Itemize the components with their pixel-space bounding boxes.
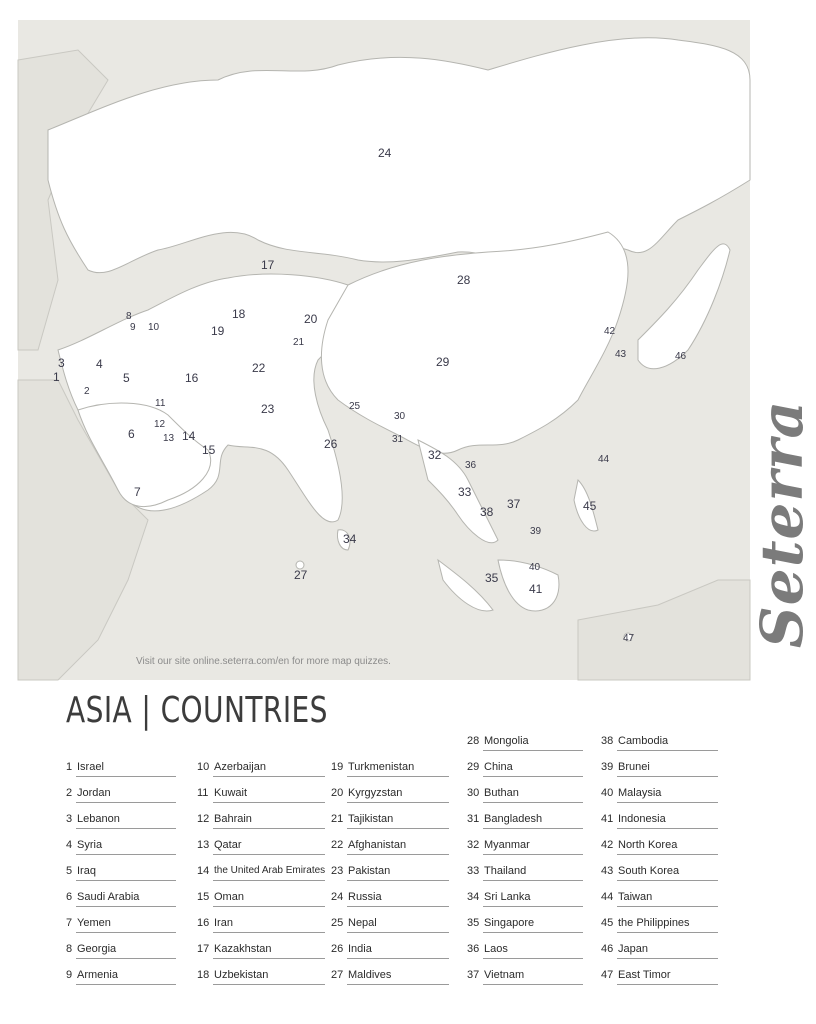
item-name: Cambodia [618,735,669,747]
item-name: Japan [618,943,648,955]
list-item [601,784,718,810]
map-label-41: 41 [529,582,543,596]
item-number: 8 [66,943,73,955]
list-item [331,966,449,992]
map-label-32: 32 [428,448,442,462]
list-item [66,784,176,810]
list-item [467,758,583,784]
list-item [331,940,449,966]
map-label-34: 34 [343,532,357,546]
item-name: Sri Lanka [484,891,531,903]
item-name: Azerbaijan [214,761,266,773]
list-item [197,862,325,888]
list-item [467,732,583,758]
item-number: 24 [331,891,344,903]
list-item [601,758,718,784]
map-label-39: 39 [530,526,542,537]
map-label-16: 16 [185,371,199,385]
list-item [197,888,325,914]
map-label-7: 7 [134,485,141,499]
map-label-30: 30 [394,411,406,422]
item-name: Laos [484,943,508,955]
list-item [467,966,583,992]
map-label-43: 43 [615,349,627,360]
legend-column-1 [66,758,176,992]
item-number: 46 [601,943,614,955]
item-name: Oman [214,891,244,903]
item-name: Kazakhstan [214,943,272,955]
item-number: 19 [331,761,344,773]
map-label-44: 44 [598,454,610,465]
list-item [66,836,176,862]
item-name: Buthan [484,787,519,799]
item-number: 41 [601,813,614,825]
item-name: Iraq [77,865,96,877]
legend-column-5 [601,732,718,992]
list-item [197,810,325,836]
item-name: Russia [348,891,382,903]
map-label-4: 4 [96,357,103,371]
item-name: Qatar [214,839,242,851]
site-credit: Visit our site online.seterra.com/en for more map quizzes. [136,656,391,667]
item-number: 21 [331,813,344,825]
list-item [66,862,176,888]
item-number: 16 [197,917,210,929]
item-name: the United Arab Emirates [214,865,326,876]
asia-map [18,20,816,680]
item-number: 43 [601,865,614,877]
list-item [66,810,176,836]
item-number: 1 [66,761,73,773]
list-item [601,862,718,888]
item-name: Bahrain [214,813,252,825]
item-number: 14 [197,865,210,877]
list-item [467,940,583,966]
item-name: Myanmar [484,839,530,851]
map-label-26: 26 [324,437,338,451]
list-item [601,888,718,914]
list-item [331,758,449,784]
brand-logo: Seterra [748,399,816,649]
legend-column-4 [467,732,583,992]
item-name: Mongolia [484,735,529,747]
map-label-36: 36 [465,460,477,471]
item-name: Kuwait [214,787,248,799]
item-number: 40 [601,787,614,799]
map-label-2: 2 [84,386,90,397]
item-number: 37 [467,969,480,981]
item-number: 3 [66,813,73,825]
item-number: 6 [66,891,73,903]
list-item [66,758,176,784]
item-number: 12 [197,813,210,825]
item-number: 47 [601,969,614,981]
list-item [601,914,718,940]
item-name: Taiwan [618,891,653,903]
map-label-18: 18 [232,307,246,321]
map-label-12: 12 [154,419,166,430]
item-name: Georgia [77,943,117,955]
item-number: 42 [601,839,614,851]
item-number: 17 [197,943,210,955]
item-name: Kyrgyzstan [348,787,403,799]
item-number: 28 [467,735,480,747]
map-label-19: 19 [211,324,225,338]
list-item [197,966,325,992]
map-label-29: 29 [436,355,450,369]
map-label-11: 11 [155,398,166,409]
map-label-20: 20 [304,312,318,326]
item-name: Lebanon [77,813,120,825]
list-item [197,940,325,966]
item-number: 25 [331,917,344,929]
map-label-25: 25 [349,401,361,412]
list-item [467,914,583,940]
map-label-14: 14 [182,429,196,443]
map-label-40: 40 [529,562,541,573]
item-number: 26 [331,943,344,955]
item-name: Israel [77,761,104,773]
item-number: 10 [197,761,210,773]
item-number: 29 [467,761,480,773]
list-item [331,810,449,836]
item-number: 23 [331,865,344,877]
map-label-33: 33 [458,485,472,499]
list-item [467,836,583,862]
map-label-35: 35 [485,571,499,585]
map-label-46: 46 [675,351,687,362]
item-number: 4 [66,839,73,851]
list-item [66,940,176,966]
item-number: 32 [467,839,480,851]
item-name: Malaysia [618,787,662,799]
page-title: ASIA | COUNTRIES [66,690,328,731]
list-item [66,888,176,914]
map-label-24: 24 [378,146,392,160]
legend-column-3 [331,758,449,992]
item-name: Uzbekistan [214,969,269,981]
map-label-31: 31 [392,434,404,445]
item-number: 2 [66,787,73,799]
list-item [601,836,718,862]
item-name: Brunei [618,761,650,773]
map-label-15: 15 [202,443,216,457]
item-name: China [484,761,513,773]
map-label-27: 27 [294,568,308,582]
list-item [467,784,583,810]
item-number: 30 [467,787,480,799]
list-item [331,784,449,810]
map-label-5: 5 [123,371,130,385]
map-label-22: 22 [252,361,266,375]
item-name: Syria [77,839,103,851]
item-number: 5 [66,865,73,877]
item-number: 45 [601,917,614,929]
item-number: 31 [467,813,480,825]
item-number: 22 [331,839,344,851]
map-label-21: 21 [293,337,305,348]
map-label-23: 23 [261,402,275,416]
list-item [601,966,718,992]
list-item [601,732,718,758]
list-item [66,914,176,940]
map-label-47: 47 [623,633,635,644]
map-label-6: 6 [128,427,135,441]
list-item [331,836,449,862]
list-item [331,914,449,940]
item-number: 27 [331,969,344,981]
map-label-28: 28 [457,273,471,287]
map-land-shapes [18,20,750,680]
list-item [467,888,583,914]
item-name: Afghanistan [348,839,407,851]
item-name: Turkmenistan [348,761,415,773]
item-name: Tajikistan [348,813,394,825]
list-item [467,810,583,836]
item-number: 38 [601,735,614,747]
map-label-9: 9 [130,322,136,333]
item-name: Yemen [77,917,111,929]
list-item [197,914,325,940]
legend-column-2 [197,758,325,992]
item-number: 20 [331,787,344,799]
item-number: 7 [66,917,73,929]
list-item [467,862,583,888]
map-label-37: 37 [507,497,521,511]
item-name: the Philippines [618,917,690,929]
list-item [197,836,325,862]
map-label-1: 1 [53,370,60,384]
item-name: South Korea [618,865,680,877]
item-name: Bangladesh [484,813,543,825]
item-number: 36 [467,943,480,955]
item-name: Saudi Arabia [77,891,140,903]
item-number: 15 [197,891,210,903]
list-item [197,758,325,784]
list-item [601,810,718,836]
item-number: 44 [601,891,614,903]
item-name: Singapore [484,917,535,929]
item-name: North Korea [618,839,678,851]
item-name: Armenia [77,969,118,981]
item-name: Indonesia [618,813,666,825]
item-number: 9 [66,969,73,981]
item-number: 39 [601,761,614,773]
item-number: 11 [197,787,209,799]
map-label-38: 38 [480,505,494,519]
item-name: India [348,943,372,955]
map-label-13: 13 [163,433,175,444]
item-number: 34 [467,891,480,903]
list-item [331,862,449,888]
map-label-42: 42 [604,326,616,337]
map-label-3: 3 [58,356,65,370]
item-name: Vietnam [484,969,525,981]
item-name: Jordan [77,787,111,799]
list-item [197,784,325,810]
list-item [601,940,718,966]
map-label-45: 45 [583,499,597,513]
item-name: Pakistan [348,865,391,877]
item-number: 13 [197,839,210,851]
item-name: Iran [214,917,233,929]
map-label-10: 10 [148,322,160,333]
item-name: East Timor [618,969,671,981]
item-name: Nepal [348,917,377,929]
map-label-8: 8 [126,311,132,322]
item-name: Thailand [484,865,527,877]
list-item [331,888,449,914]
item-name: Maldives [348,969,392,981]
map-label-17: 17 [261,258,275,272]
item-number: 33 [467,865,480,877]
list-item [66,966,176,992]
item-number: 35 [467,917,480,929]
item-number: 18 [197,969,210,981]
